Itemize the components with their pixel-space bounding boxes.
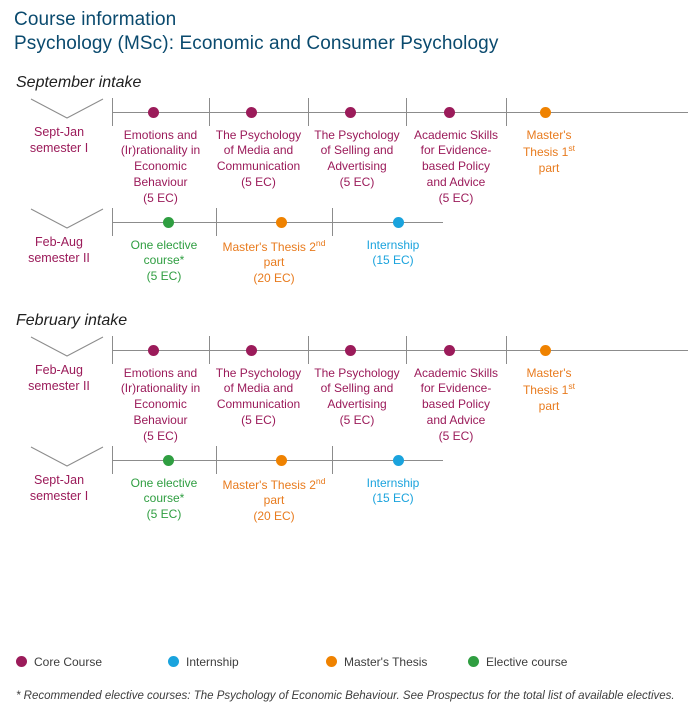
course-block bbox=[506, 336, 592, 416]
course-name: Master's Thesis 1st part bbox=[522, 365, 576, 414]
internship-dot-icon bbox=[393, 217, 404, 228]
course-name: Internship bbox=[366, 237, 420, 252]
column-tick bbox=[209, 336, 210, 364]
course-name: Internship bbox=[366, 475, 420, 490]
course-name: One elective course* bbox=[130, 237, 198, 268]
course-block bbox=[216, 208, 332, 288]
course-name: Master's Thesis 2nd part bbox=[222, 475, 326, 508]
semester-label-line1: Feb-Aug bbox=[35, 362, 83, 377]
thesis-dot-icon bbox=[326, 656, 337, 667]
course-block bbox=[308, 98, 406, 192]
column-tick bbox=[112, 98, 113, 126]
semester-label-line2: semester I bbox=[29, 141, 89, 156]
semester-label-line2: semester II bbox=[28, 379, 90, 394]
legend-label: Master's Thesis bbox=[344, 655, 428, 669]
timeline-row bbox=[16, 446, 688, 524]
thesis-dot-icon bbox=[276, 217, 287, 228]
course-text bbox=[512, 366, 586, 416]
course-text bbox=[338, 476, 448, 508]
semester-label bbox=[16, 472, 102, 506]
legend bbox=[16, 655, 684, 677]
course-ec: (5 EC) bbox=[143, 429, 178, 444]
column-tick bbox=[332, 446, 333, 474]
column-tick bbox=[216, 446, 217, 474]
core-course-dot-icon bbox=[345, 345, 356, 356]
course-text bbox=[118, 366, 203, 446]
course-block bbox=[308, 336, 406, 430]
course-name: Master's Thesis 2nd part bbox=[222, 237, 326, 270]
legend-item-core-course bbox=[16, 655, 102, 669]
intake-heading-september: September intake bbox=[16, 73, 142, 91]
semester-label-line1: Feb-Aug bbox=[35, 234, 83, 249]
course-ec: (15 EC) bbox=[372, 491, 414, 506]
timeline-row bbox=[16, 208, 688, 286]
column-tick bbox=[332, 208, 333, 236]
course-ec: (5 EC) bbox=[241, 413, 276, 428]
course-block bbox=[406, 98, 506, 208]
course-ec: (20 EC) bbox=[253, 271, 295, 286]
timeline-row bbox=[16, 98, 688, 208]
course-text bbox=[412, 366, 500, 446]
course-text bbox=[118, 476, 210, 524]
course-text bbox=[338, 238, 448, 270]
semester-label-line1: Sept-Jan bbox=[33, 472, 85, 487]
core-course-dot-icon bbox=[444, 107, 455, 118]
bracket-connector bbox=[30, 336, 104, 358]
legend-item-internship bbox=[168, 655, 239, 669]
course-text bbox=[118, 238, 210, 286]
elective-dot-icon bbox=[163, 455, 174, 466]
course-ec: (5 EC) bbox=[438, 429, 474, 444]
legend-item-elective-course bbox=[468, 655, 567, 669]
column-tick bbox=[112, 336, 113, 364]
semester-label bbox=[16, 124, 102, 158]
core-course-dot-icon bbox=[246, 345, 257, 356]
course-name: Emotions and (Ir)rationality in Economic Behaviour bbox=[120, 127, 201, 190]
course-text bbox=[314, 366, 400, 430]
thesis-dot-icon bbox=[276, 455, 287, 466]
course-block bbox=[406, 336, 506, 446]
course-name: The Psychology of Media and Communication bbox=[215, 365, 302, 412]
legend-item-masters-thesis bbox=[326, 655, 427, 669]
elective-dot-icon bbox=[468, 656, 479, 667]
bracket-connector bbox=[30, 446, 104, 468]
column-tick bbox=[406, 98, 407, 126]
title-line-2: Psychology (MSc): Economic and Consumer Psychology bbox=[14, 32, 499, 54]
course-name: Academic Skills for Evidence-based Policy and Advice bbox=[413, 127, 499, 190]
column-tick bbox=[406, 336, 407, 364]
course-ec: (5 EC) bbox=[339, 413, 375, 428]
course-name: Academic Skills for Evidence-based Policy and Advice bbox=[413, 365, 499, 428]
legend-label: Core Course bbox=[34, 655, 103, 669]
core-course-dot-icon bbox=[246, 107, 257, 118]
column-tick bbox=[112, 208, 113, 236]
course-block bbox=[209, 336, 308, 430]
course-name: The Psychology of Media and Communication bbox=[215, 127, 302, 174]
course-name: The Psychology of Selling and Advertising bbox=[314, 365, 400, 412]
course-name: The Psychology of Selling and Advertising bbox=[314, 127, 400, 174]
course-block bbox=[112, 208, 216, 286]
semester-label-line1: Sept-Jan bbox=[33, 124, 85, 139]
course-text bbox=[512, 128, 586, 178]
course-text bbox=[222, 238, 326, 288]
title-line-1: Course information bbox=[14, 9, 177, 30]
course-text bbox=[215, 128, 302, 192]
course-text bbox=[118, 128, 203, 208]
thesis-dot-icon bbox=[540, 345, 551, 356]
legend-label: Internship bbox=[186, 655, 239, 669]
column-tick bbox=[112, 446, 113, 474]
course-text bbox=[314, 128, 400, 192]
legend-label: Elective course bbox=[486, 655, 568, 669]
course-block bbox=[112, 98, 209, 208]
core-course-dot-icon bbox=[148, 107, 159, 118]
core-course-dot-icon bbox=[345, 107, 356, 118]
core-course-dot-icon bbox=[16, 656, 27, 667]
course-ec: (15 EC) bbox=[372, 253, 414, 268]
course-ec: (5 EC) bbox=[146, 269, 182, 284]
course-ec: (5 EC) bbox=[143, 191, 178, 206]
column-tick bbox=[216, 208, 217, 236]
semester-label bbox=[16, 234, 102, 268]
course-name: One elective course* bbox=[130, 475, 198, 506]
course-ec: (5 EC) bbox=[146, 507, 182, 522]
course-block bbox=[209, 98, 308, 192]
course-ec: (5 EC) bbox=[438, 191, 474, 206]
course-text bbox=[412, 128, 500, 208]
course-ec: (20 EC) bbox=[253, 509, 295, 524]
course-block bbox=[332, 446, 454, 508]
semester-label-line2: semester I bbox=[29, 489, 89, 504]
column-tick bbox=[506, 336, 507, 364]
course-ec: (5 EC) bbox=[241, 175, 276, 190]
core-course-dot-icon bbox=[148, 345, 159, 356]
course-text bbox=[215, 366, 302, 430]
course-block bbox=[332, 208, 454, 270]
column-tick bbox=[506, 98, 507, 126]
internship-dot-icon bbox=[168, 656, 179, 667]
internship-dot-icon bbox=[393, 455, 404, 466]
core-course-dot-icon bbox=[444, 345, 455, 356]
footnote: * Recommended elective courses: The Psychology of Economic Behaviour. See Prospectus for the total list of available electives. bbox=[16, 690, 675, 702]
bracket-connector bbox=[30, 98, 104, 120]
course-block bbox=[216, 446, 332, 526]
column-tick bbox=[209, 98, 210, 126]
intake-heading-february: February intake bbox=[16, 311, 128, 329]
page-title bbox=[14, 8, 688, 56]
timeline-row bbox=[16, 336, 688, 446]
elective-dot-icon bbox=[163, 217, 174, 228]
thesis-dot-icon bbox=[540, 107, 551, 118]
course-block bbox=[112, 446, 216, 524]
course-text bbox=[222, 476, 326, 526]
course-block bbox=[506, 98, 592, 178]
semester-label-line2: semester II bbox=[28, 251, 90, 266]
course-ec: (5 EC) bbox=[339, 175, 375, 190]
column-tick bbox=[308, 336, 309, 364]
course-name: Emotions and (Ir)rationality in Economic Behaviour bbox=[120, 365, 201, 428]
course-block bbox=[112, 336, 209, 446]
course-name: Master's Thesis 1st part bbox=[522, 127, 576, 176]
column-tick bbox=[308, 98, 309, 126]
semester-label bbox=[16, 362, 102, 396]
bracket-connector bbox=[30, 208, 104, 230]
